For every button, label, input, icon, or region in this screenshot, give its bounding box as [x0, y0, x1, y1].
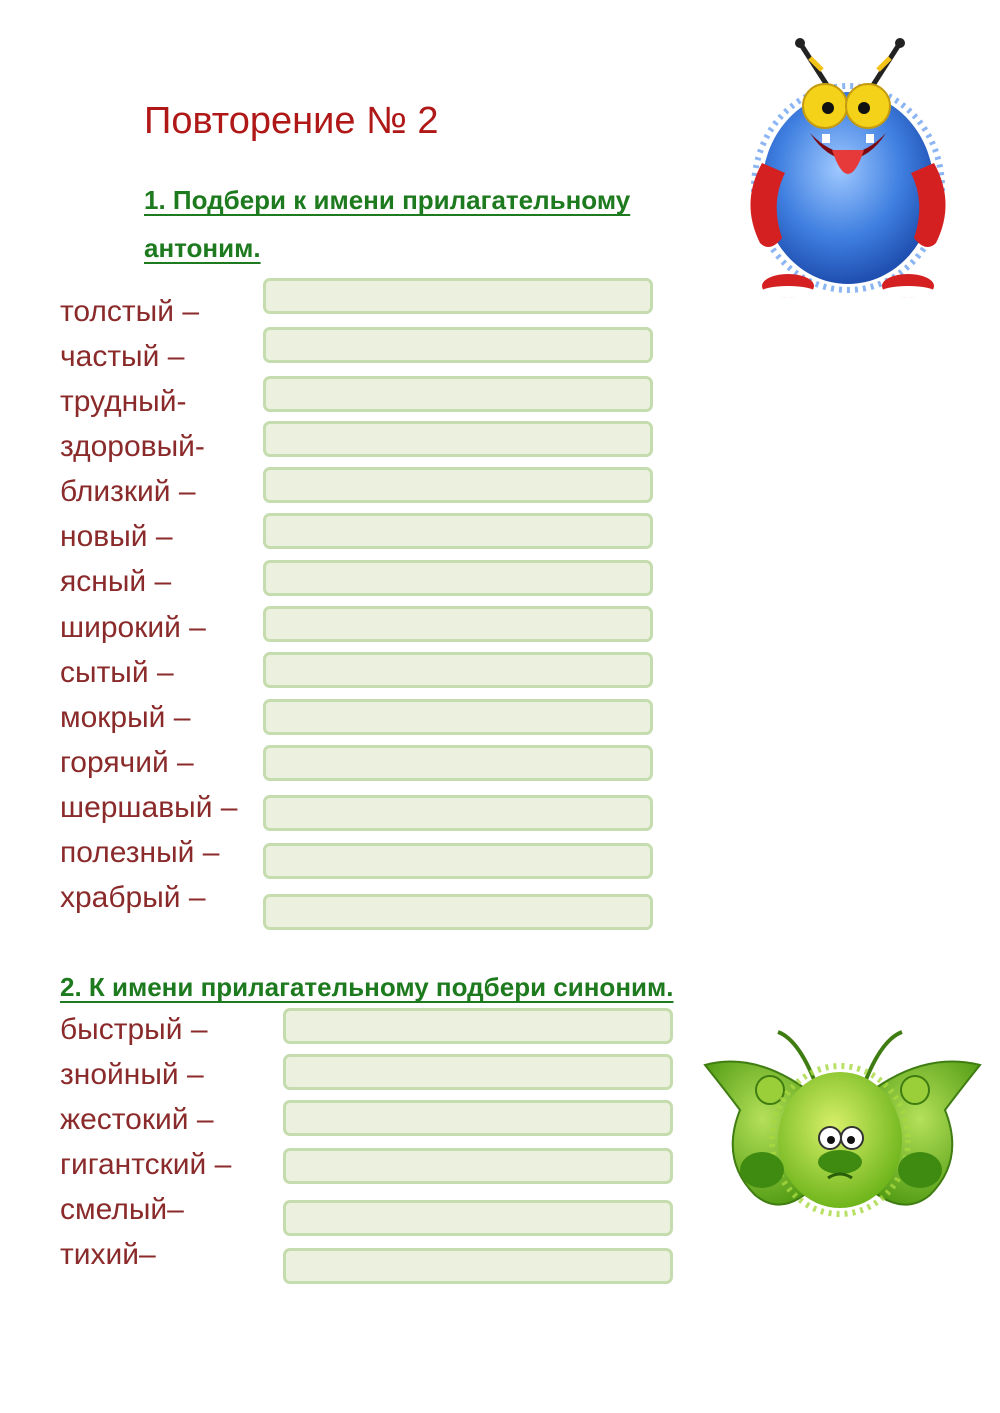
- task1-word: толстый –: [60, 295, 200, 328]
- task2-word: гигантский –: [60, 1148, 232, 1181]
- task2-word: смелый–: [60, 1193, 184, 1226]
- answer-box[interactable]: [263, 652, 653, 688]
- answer-box[interactable]: [263, 421, 653, 457]
- answer-box[interactable]: [263, 745, 653, 781]
- answer-box[interactable]: [263, 843, 653, 879]
- task1-word: шершавый –: [60, 791, 238, 824]
- blue-fuzzy-monster-icon: [740, 38, 960, 308]
- task2-word: тихий–: [60, 1238, 156, 1271]
- task1-word: полезный –: [60, 836, 220, 869]
- task2-word: жестокий –: [60, 1103, 214, 1136]
- task2-heading: 2. К имени прилагательному подбери синоним.: [60, 972, 674, 1002]
- task1-word: близкий –: [60, 475, 196, 508]
- task1-word: здоровый-: [60, 430, 205, 463]
- answer-box[interactable]: [263, 699, 653, 735]
- task1-heading: 1. Подбери к имени прилагательному антоним.: [144, 185, 631, 263]
- answer-box[interactable]: [283, 1008, 673, 1044]
- answer-box[interactable]: [263, 606, 653, 642]
- answer-box[interactable]: [283, 1054, 673, 1090]
- answer-box[interactable]: [283, 1200, 673, 1236]
- answer-box[interactable]: [263, 513, 653, 549]
- answer-box[interactable]: [283, 1100, 673, 1136]
- answer-box[interactable]: [263, 376, 653, 412]
- answer-box[interactable]: [283, 1248, 673, 1284]
- task2-word: знойный –: [60, 1058, 204, 1091]
- answer-box[interactable]: [263, 795, 653, 831]
- task1-word: сытый –: [60, 656, 174, 689]
- task1-word: трудный-: [60, 385, 187, 418]
- task2-word: быстрый –: [60, 1013, 208, 1046]
- task1-word: широкий –: [60, 611, 206, 644]
- answer-box[interactable]: [263, 560, 653, 596]
- answer-box[interactable]: [263, 278, 653, 314]
- green-butterfly-monster-icon: [700, 1030, 985, 1235]
- task1-word: горячий –: [60, 746, 194, 779]
- task1-word: частый –: [60, 340, 185, 373]
- task1-word: храбрый –: [60, 881, 206, 914]
- task1-word: новый –: [60, 520, 173, 553]
- task1-word: ясный –: [60, 565, 172, 598]
- answer-box[interactable]: [263, 467, 653, 503]
- answer-box[interactable]: [263, 894, 653, 930]
- answer-box[interactable]: [283, 1148, 673, 1184]
- task1-word: мокрый –: [60, 701, 191, 734]
- answer-box[interactable]: [263, 327, 653, 363]
- page-title: Повторение № 2: [144, 100, 439, 142]
